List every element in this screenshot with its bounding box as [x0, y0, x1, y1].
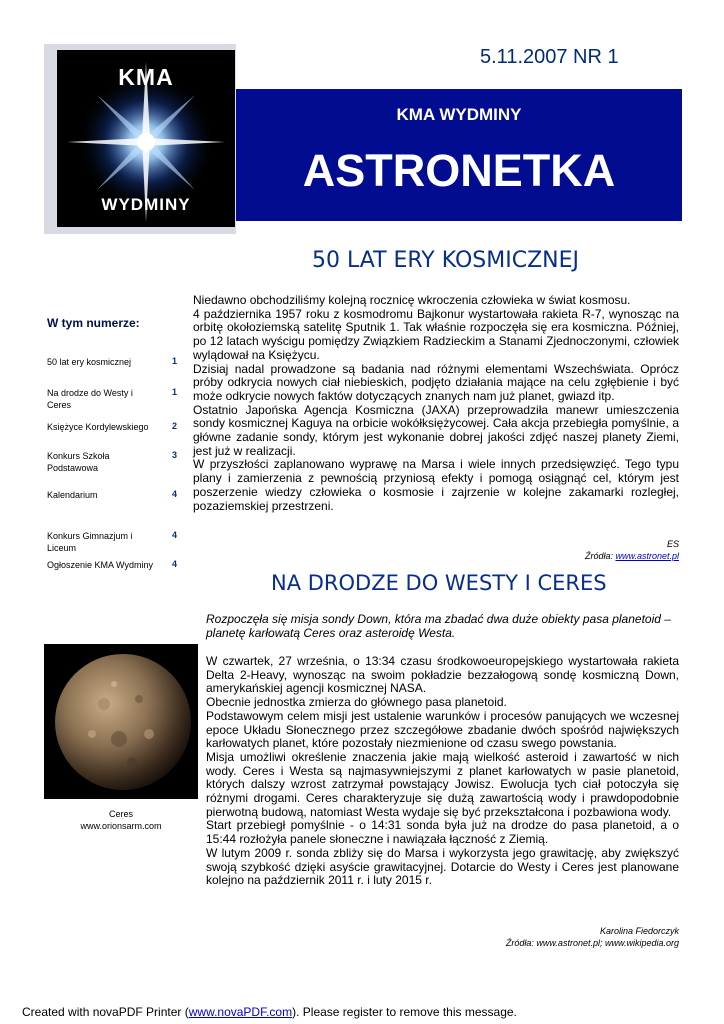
article2-signature	[420, 925, 679, 949]
image-caption	[44, 808, 198, 832]
toc-item: Ogłoszenie KMA Wydminy	[47, 560, 153, 570]
article2-lead: Rozpoczęła się misja sondy Down, która ma zbadać dwa duże obiekty pasa planetoid – planetę karłowatą Ceres oraz asteroidę Westa.	[206, 612, 671, 640]
paragraph: Podstawowym celem misji jest ustalenie warunków i procesów panujących we wczesnej epoce Układu Słonecznego przez szczegółowe zbadanie dwóch spośród największych karłowatych planet, które pozostały niezmienione od czasu swego powstania.	[206, 708, 679, 751]
caption-title: Ceres	[108, 809, 133, 819]
article1-headline: 50 LAT ERY KOSMICZNEJ	[312, 248, 579, 273]
source-link[interactable]: www.astronet.pl	[615, 551, 679, 561]
toc-item: Konkurs Gimnazjum i Liceum	[47, 531, 133, 553]
article1-body	[193, 294, 679, 513]
toc-page: 4	[172, 489, 178, 499]
footer-text: Created with novaPDF Printer (	[22, 1005, 189, 1019]
toc-page: 1	[172, 356, 178, 366]
paragraph: Niedawno obchodziliśmy kolejną rocznicę wkroczenia człowieka w świat kosmosu.	[193, 293, 631, 307]
toc-page: 3	[172, 450, 178, 460]
pdf-footer	[22, 1005, 517, 1019]
sources: Źródła: www.astronet.pl; www.wikipedia.org	[505, 938, 679, 948]
toc-item: Na drodze do Westy i Ceres	[47, 388, 133, 410]
author: ES	[666, 539, 679, 549]
toc-page: 2	[172, 421, 178, 431]
toc-title: W tym numerze:	[47, 316, 140, 330]
toc-item: Konkurs Szkoła Podstawowa	[47, 451, 110, 473]
toc-page: 4	[172, 559, 178, 569]
paragraph: Start przebiegł pomyślnie - o 14:31 sonda była już na drodze do pasa planetoid, a o 15:44 rozłożyła panele słoneczne i nawiązała łączność z Ziemią.	[206, 818, 679, 847]
paragraph: W przyszłości zaplanowano wyprawę na Marsa i wiele innych przedsięwzięć. Tego typu plany i zamierzenia z pewnością przyniosą efekty i pomogą osiągnąć cel, którym jest poszerzenie wiedzy człowieka o kosmosie i zajrzenie w kolejne zakamarki rozległej, pozaziemskiej przestrzeni.	[193, 457, 679, 513]
paragraph: W lutym 2009 r. sonda zbliży się do Marsa i wykorzysta jego grawitację, aby zwiększyć swoją szybkość dzięki asyście grawitacyjnej. Dotarcie do Westy i Ceres jest planowane kolejno na październik 2011 r. i luty 2015 r.	[206, 845, 679, 888]
article2-body	[206, 655, 679, 888]
article2-headline: NA DRODZE DO WESTY I CERES	[271, 571, 607, 595]
kma-logo	[57, 50, 235, 227]
footer-text-end: ). Please register to remove this message.	[292, 1005, 517, 1019]
logo-text-bottom: WYDMINY	[101, 195, 191, 214]
paragraph: Dzisiaj nadal prowadzone są badania nad różnymi elementami Wszechświata. Oprócz próby odkrycia nowych ciał niebieskich, podjęto działania mające na celu zgłębienie i być może odkrycie nowych faktów dotyczących znanych nam już planet, gwiazd itp.	[193, 361, 679, 403]
title-banner	[236, 89, 682, 221]
paragraph: 4 października 1957 roku z kosmodromu Bajkonur wystartowała rakieta R-7, wynosząc na orbitę okołoziemską satelitę Sputnik 1. Tak właśnie rozpoczęła się era kosmiczna. Później, po 12 latach wyścigu pomiędzy Związkiem Radzieckim a Stanami Zjednoczonymi, człowiek wylądował na Księżycu.	[193, 306, 679, 362]
banner-subtitle: KMA WYDMINY	[396, 105, 522, 124]
planet-icon	[44, 644, 198, 799]
toc-item: Kalendarium	[47, 490, 98, 500]
paragraph: Misja umożliwi określenie znaczenia jakie mają wielkość asteroid i zawartość w nich wody. Ceres i Westa są najmasywniejszymi z planet karłowatych w pasie planetoid, których dalszy wzrost zatrzymał powstający Jowisz. Ewolucja tych ciał potoczyła się różnymi drogami. Ceres charakteryzuje się dużą zawartością wody i prawdopodobnie pierwotną budową, natomiast Westa wydaje się być przekształcona i pozbawiona wody.	[206, 749, 679, 819]
footer-link[interactable]: www.novaPDF.com	[188, 1005, 293, 1019]
toc-page: 4	[172, 530, 178, 540]
source-label: Źródła:	[584, 551, 616, 561]
ceres-image	[44, 644, 198, 799]
caption-source: www.orionsarm.com	[80, 821, 162, 831]
toc-page: 1	[172, 387, 178, 397]
newsletter-title: ASTRONETKA	[302, 145, 616, 196]
toc-item: Księżyce Kordylewskiego	[47, 422, 149, 432]
author: Karolina Fiedorczyk	[599, 926, 679, 936]
paragraph: Obecnie jednostka zmierza do głównego pasa planetoid.	[206, 695, 507, 710]
logo-text-top: KMA	[118, 64, 174, 90]
issue-date: 5.11.2007 NR 1	[480, 46, 619, 68]
toc-item: 50 lat ery kosmicznej	[47, 357, 132, 367]
paragraph: Ostatnio Japońska Agencja Kosmiczna (JAXA) przeprowadziła manewr umieszczenia sondy kosmicznej Kaguya na orbicie wokółksiężycowej. Cała akcja przebiegła pomyślnie, a główne zadanie sondy, którym jest wykonanie dobrej jakości zdjęć naszej planety Ziemi, jest już w realizacji.	[193, 402, 679, 458]
article1-signature	[560, 538, 679, 562]
paragraph: W czwartek, 27 września, o 13:34 czasu środkowoeuropejskiego wystartowała rakieta Delta 2-Heavy, wynosząc na swoim pokładzie bezzałogową sondę kosmiczną Down, amerykańskiej agencji kosmicznej NASA.	[206, 654, 679, 696]
